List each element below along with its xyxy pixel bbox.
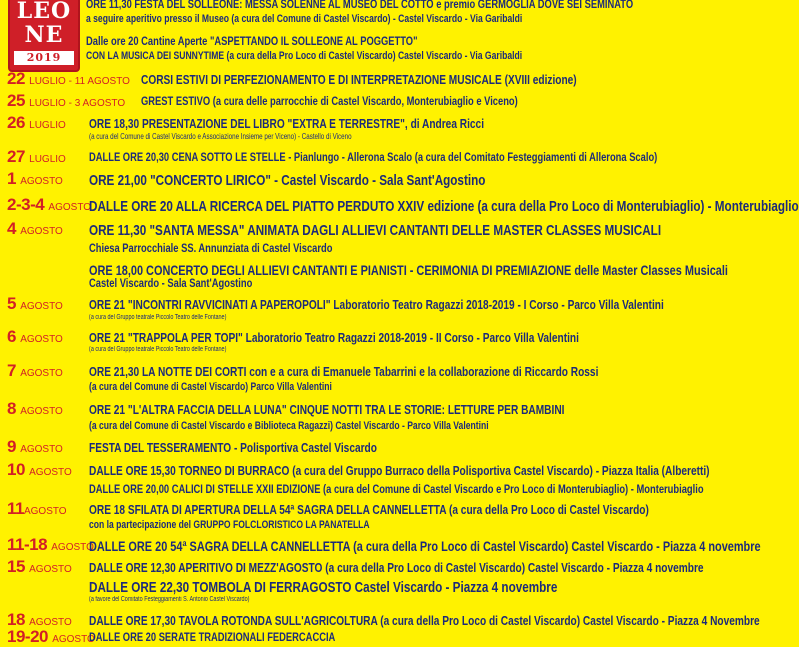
event-date: 5 AGOSTO: [7, 294, 63, 313]
event-text: ORE 11,30 FESTA DEL SOLLEONE: MESSA SOLENNE AL MUSEO DEL COTTO e premio GERMOGLIA DOVE SEI SEMINATO: [86, 0, 634, 11]
event-date: 2-3-4 AGOSTO: [7, 195, 92, 214]
event-text: CON LA MUSICA DEI SUNNYTIME (a cura della Pro Loco di Castel Viscardo) Castel Viscardo - Via Garibaldi: [86, 50, 523, 62]
event-text: Chiesa Parrocchiale SS. Annunziata di Castel Viscardo: [89, 241, 333, 255]
event-text: ORE 18,00 CONCERTO DEGLI ALLIEVI CANTANTI E PIANISTI - CERIMONIA DI PREMIAZIONE delle Master Classes Musicali: [89, 262, 728, 278]
event-text: DALLE ORE 12,30 APERITIVO DI MEZZ'AGOSTO (a cura della Pro Loco di Castel Viscardo) Castel Viscardo - Piazza 4 novembre: [89, 560, 704, 575]
event-text: (a cura del Gruppo teatrale Piccolo Teatro delle Fontane): [89, 346, 227, 353]
event-text: DALLE ORE 20 SERATE TRADIZIONALI FEDERCACCIA: [89, 630, 336, 644]
event-text: CORSI ESTIVI DI PERFEZIONAMENTO E DI INTERPRETAZIONE MUSICALE (XVIII edizione): [141, 72, 577, 87]
event-text: (a cura del Comune di Castel Viscardo e Biblioteca Ragazzi) Castel Viscardo - Parco Villa Valentini: [89, 420, 489, 432]
event-text: DALLE ORE 20 ALLA RICERCA DEL PIATTO PERDUTO XXIV edizione (a cura della Pro Loco di Monterubiaglio) - Monterubiaglio: [89, 198, 799, 215]
event-date: 15 AGOSTO: [7, 557, 72, 576]
event-date: 10 AGOSTO: [7, 460, 72, 479]
event-date: 6 AGOSTO: [7, 327, 63, 346]
event-text: ORE 21,30 LA NOTTE DEI CORTI con e a cura di Emanuele Tabarrini e la collaborazione di Riccardo Rossi: [89, 364, 599, 379]
event-text: (a cura del Gruppo teatrale Piccolo Teatro delle Fontane): [89, 314, 227, 321]
badge-year: 2019: [14, 51, 74, 65]
event-date: 1 AGOSTO: [7, 169, 63, 188]
event-date: 22 LUGLIO - 11 AGOSTO: [7, 69, 130, 88]
badge-line-1: LEO: [16, 0, 72, 24]
event-date: 27 LUGLIO: [7, 147, 66, 166]
event-date: 26 LUGLIO: [7, 113, 66, 132]
leone-2019-badge: [8, 0, 80, 72]
event-text: con la partecipazione del GRUPPO FOLCLORISTICO LA PANATELLA: [89, 519, 370, 531]
event-text: GREST ESTIVO (a cura delle parrocchie di Castel Viscardo, Monterubiaglio e Viceno): [141, 94, 518, 108]
event-text: FESTA DEL TESSERAMENTO - Polisportiva Castel Viscardo: [89, 440, 377, 455]
event-text: a seguire aperitivo presso il Museo (a cura del Comune di Castel Viscardo) - Castel Viscardo - Via Garibaldi: [86, 13, 523, 25]
event-date: 11-18 AGOSTO: [7, 535, 94, 554]
event-date: 18 AGOSTO: [7, 610, 72, 629]
event-date: 19-20 AGOSTO: [7, 627, 95, 646]
event-date: 4 AGOSTO: [7, 219, 63, 238]
event-date: 8 AGOSTO: [7, 399, 63, 418]
event-text: (a cura del Comune di Castel Viscardo) Parco Villa Valentini: [89, 381, 332, 393]
event-text: ORE 18 SFILATA DI APERTURA DELLA 54ª SAGRA DELLA CANNELLETTA (a cura della Pro Loco di Castel Viscardo): [89, 502, 649, 517]
event-text: DALLE ORE 20,30 CENA SOTTO LE STELLE - Pianlungo - Allerona Scalo (a cura del Comitato Festeggiamenti di Allerona Scalo): [89, 150, 658, 164]
event-text: DALLE ORE 20,00 CALICI DI STELLE XXII EDIZIONE (a cura del Comune di Castel Viscardo e Pro Loco di Monterubiaglio) - Monterubiaglio: [89, 482, 704, 496]
event-text: ORE 18,30 PRESENTAZIONE DEL LIBRO "EXTRA E TERRESTRE", di Andrea Ricci: [89, 116, 485, 131]
event-date: 25 LUGLIO - 3 AGOSTO: [7, 91, 126, 110]
event-text: ORE 21 "L'ALTRA FACCIA DELLA LUNA" CINQUE NOTTI TRA LE STORIE: LETTURE PER BAMBINI: [89, 402, 565, 417]
event-text: DALLE ORE 22,30 TOMBOLA DI FERRAGOSTO Castel Viscardo - Piazza 4 novembre: [89, 579, 558, 596]
badge-line-2: NE: [24, 22, 64, 48]
event-text: (a cura del Comune di Castel Viscardo e Associazione Insieme per Viceno) - Castello di Viceno: [89, 132, 352, 141]
event-date: 11AGOSTO: [7, 499, 67, 518]
event-text: Castel Viscardo - Sala Sant'Agostino: [89, 276, 253, 290]
event-text: DALLE ORE 20 54ª SAGRA DELLA CANNELLETTA (a cura della Pro Loco di Castel Viscardo) Castel Viscardo - Piazza 4 novembre: [89, 538, 761, 554]
event-date: 9 AGOSTO: [7, 437, 63, 456]
event-text: Dalle ore 20 Cantine Aperte "ASPETTANDO IL SOLLEONE AL POGGETTO": [86, 34, 418, 48]
event-text: ORE 11,30 "SANTA MESSA" ANIMATA DAGLI ALLIEVI CANTANTI DELLE MASTER CLASSES MUSICALI: [89, 222, 662, 239]
event-text: DALLE ORE 17,30 TAVOLA ROTONDA SULL'AGRICOLTURA (a cura della Pro Loco di Castel Viscardo) Castel Viscardo - Piazza 4 Novembre: [89, 613, 760, 628]
event-text: ORE 21,00 "CONCERTO LIRICO" - Castel Viscardo - Sala Sant'Agostino: [89, 172, 486, 189]
event-text: DALLE ORE 15,30 TORNEO DI BURRACO (a cura del Gruppo Burraco della Polisportiva Castel Viscardo) - Piazza Italia (Alberetti): [89, 463, 710, 478]
event-text: (a favore del Comitato Festeggiamenti S. Antonio Castel Viscardo): [89, 596, 250, 603]
event-date: 7 AGOSTO: [7, 361, 63, 380]
event-text: ORE 21 "TRAPPOLA PER TOPI" Laboratorio Teatro Ragazzi 2018-2019 - II Corso - Parco Villa Valentini: [89, 330, 579, 345]
event-text: ORE 21 "INCONTRI RAVVICINATI A PAPEROPOLI" Laboratorio Teatro Ragazzi 2018-2019 - I Corso - Parco Villa Valentini: [89, 297, 664, 312]
